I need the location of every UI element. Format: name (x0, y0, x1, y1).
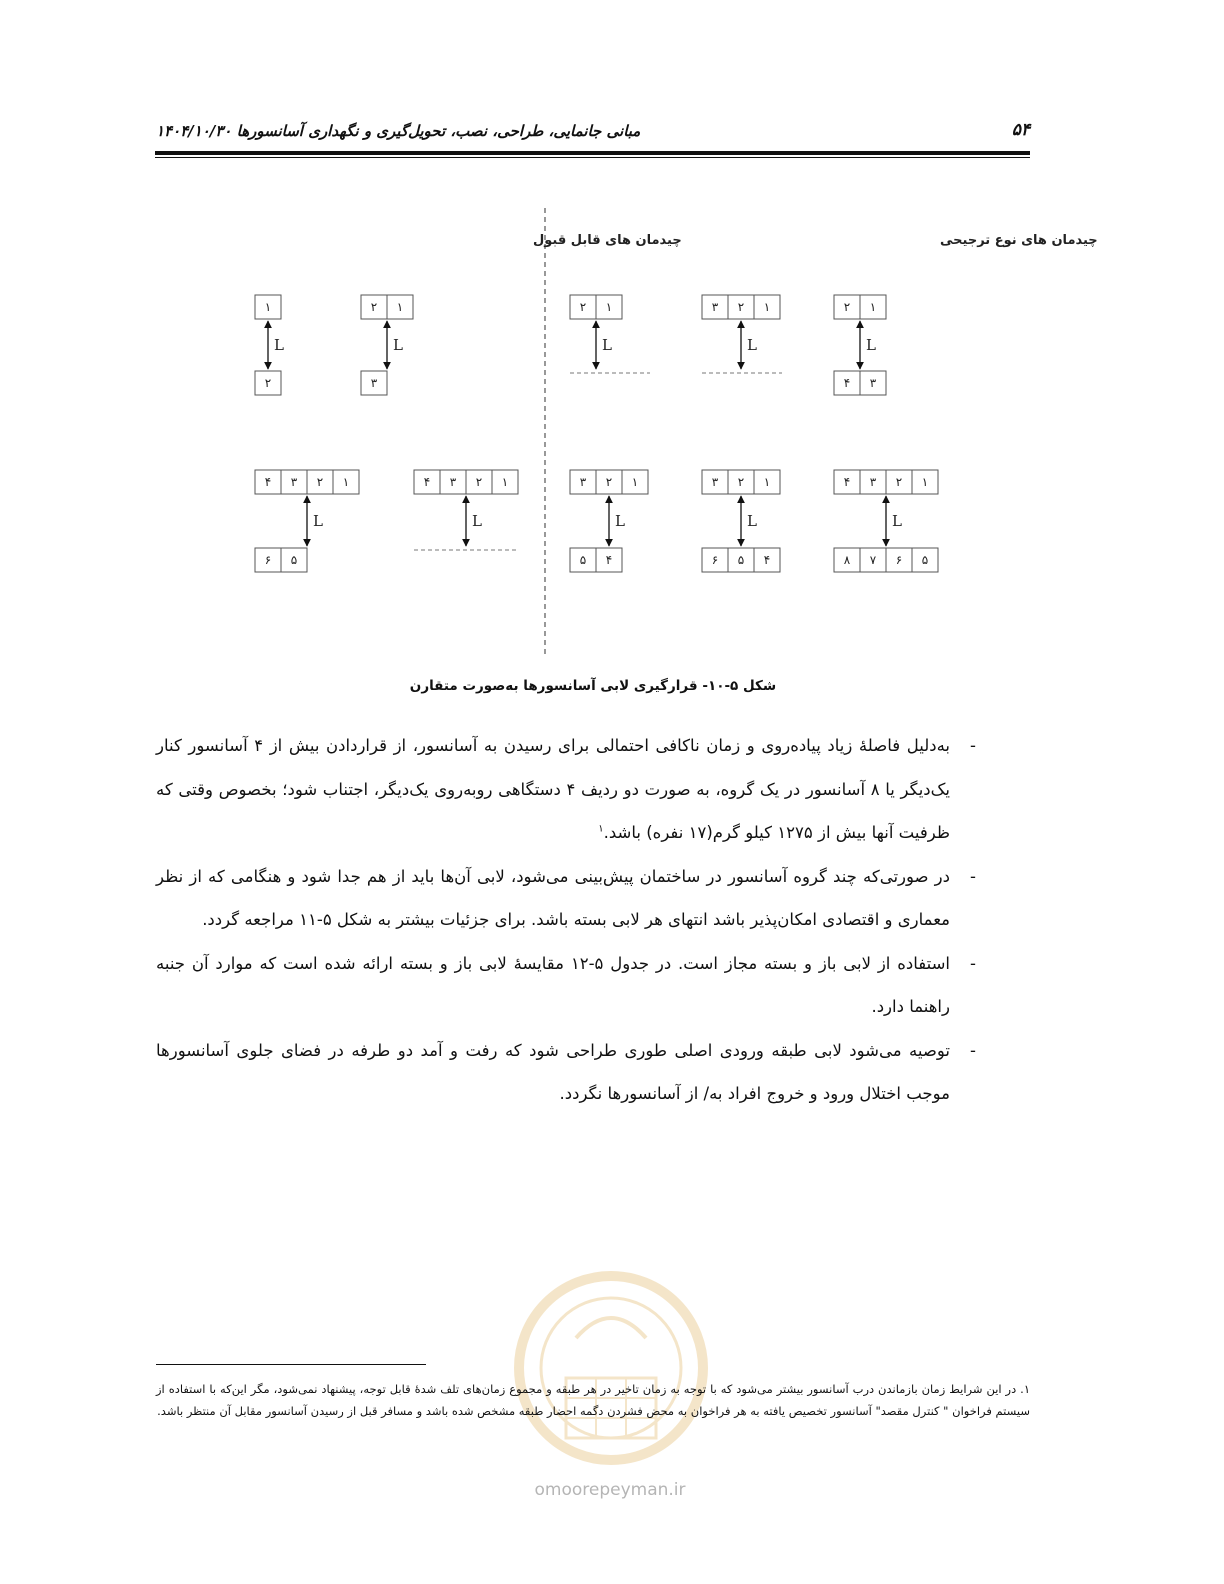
car-number: ۵ (921, 553, 929, 567)
car-number: ۲ (737, 475, 745, 489)
car-number: ۵ (579, 553, 587, 567)
car-number: ۲ (475, 475, 483, 489)
car-number: ۴ (423, 475, 431, 489)
bullet-dash: - (970, 953, 976, 973)
car-number: ۳ (711, 475, 719, 489)
preferred-layouts-heading: چیدمان های نوع ترجیحی (940, 233, 1098, 248)
lobby-diagram (834, 470, 938, 572)
lobby-diagram (361, 295, 413, 395)
car-number: ۶ (895, 553, 903, 567)
lobby-layout-figure (150, 200, 1098, 660)
car-number: ۱ (396, 300, 404, 314)
car-number: ۶ (711, 553, 719, 567)
lobby-diagram (702, 470, 780, 572)
car-number: ۵ (290, 553, 298, 567)
car-number: ۳ (869, 376, 877, 390)
lobby-diagram (834, 295, 886, 395)
bullet-item (156, 942, 976, 1029)
bullet-item (156, 855, 976, 942)
lobby-label: L (274, 336, 284, 354)
lobby-label: L (313, 512, 323, 530)
lobby-diagram (255, 295, 284, 395)
car-number: ۲ (264, 376, 272, 390)
car-number: ۲ (370, 300, 378, 314)
header-title: مبانی جانمایی، طراحی، نصب، تحویل‌گیری و نگهداری آسانسورها ۱۴۰۴/۱۰/۳۰ (156, 122, 641, 140)
car-number: ۳ (370, 376, 378, 390)
lobby-diagram (255, 470, 359, 572)
lobby-diagram (570, 470, 648, 572)
car-number: ۱ (631, 475, 639, 489)
lobby-diagram (414, 470, 518, 550)
bullet-text: توصیه می‌شود لابی طبقه ورودی اصلی طوری طراحی شود که رفت و آمد دو طرفه در فضای جلوی آسانسورها موجب اختلال ورود و خروج افراد به/ از آسانسورها نگردد. (156, 1040, 950, 1103)
footnote-rule (156, 1364, 426, 1365)
footnote: ۱. در این شرایط زمان بازماندن درب آسانسور بیشتر می‌شود که با توجه به زمان تاخیر در هر طبقه و مجموع زمان‌های تلف شدهٔ قابل توجه، پیشنهاد نمی‌شود، مگر این‌که با استفاده از سیستم فراخوان " کنترل مقصد" آسانسور تخصیص یافته به هر فراخوان به محض فشردن دگمه احضار طبقه مشخص شده باشد و مسافر قبل از رسیدن آسانسور مقابل آن منتظر باشد. (156, 1382, 1030, 1418)
car-number: ۲ (579, 300, 587, 314)
lobby-label: L (866, 336, 876, 354)
bullet-dash: - (970, 866, 976, 886)
car-number: ۴ (264, 475, 272, 489)
bullet-item (156, 724, 976, 855)
lobby-label: L (892, 512, 902, 530)
bullet-text: به‌دلیل فاصلهٔ زیاد پیاده‌روی و زمان ناکافی احتمالی برای رسیدن به آسانسور، از قراردادن بیش از ۴ آسانسور کنار یک‌دیگر یا ۸ آسانسور در یک گروه، به صورت دو ردیف ۴ دستگاهی روبه‌روی یک‌دیگر، اجتناب شود؛ بخصوص وقتی که ظرفیت آنها بیش از ۱۲۷۵ کیلو گرم(۱۷ نفره) باشد. (156, 736, 951, 842)
layout-diagrams (255, 295, 938, 572)
car-number: ۴ (605, 553, 613, 567)
car-number: ۶ (264, 553, 272, 567)
lobby-label: L (747, 336, 757, 354)
bullet-dash: - (970, 736, 976, 755)
car-number: ۷ (869, 553, 877, 567)
car-number: ۲ (895, 475, 903, 489)
car-number: ۱ (264, 300, 272, 314)
car-number: ۲ (843, 300, 851, 314)
car-number: ۳ (711, 300, 719, 314)
car-number: ۴ (763, 553, 771, 567)
car-number: ۱ (921, 475, 929, 489)
car-number: ۳ (449, 475, 457, 489)
body-text (156, 724, 976, 1116)
car-number: ۱ (763, 300, 771, 314)
car-number: ۲ (737, 300, 745, 314)
lobby-label: L (615, 512, 625, 530)
bullet-text: در صورتی‌که چند گروه آسانسور در ساختمان پیش‌بینی می‌شود، لابی آن‌ها باید از هم جدا شود و هنگامی که از نظر معماری و اقتصادی امکان‌پذیر باشد انتهای هر لابی بسته باشد. برای جزئیات بیشتر به شکل ۵-۱۱ مراجعه گردد. (156, 866, 950, 929)
car-number: ۲ (316, 475, 324, 489)
bullet-item (156, 1029, 976, 1116)
car-number: ۱ (342, 475, 350, 489)
car-number: ۱ (869, 300, 877, 314)
car-number: ۸ (843, 553, 851, 567)
footnote-marker: ۱ (598, 823, 604, 835)
lobby-label: L (747, 512, 757, 530)
header-rule-thick (155, 151, 1030, 155)
car-number: ۳ (290, 475, 298, 489)
car-number: ۴ (843, 475, 851, 489)
page-number: ۵۴ (1011, 120, 1030, 140)
bullet-text: استفاده از لابی باز و بسته مجاز است. در جدول ۵-۱۲ مقایسهٔ لابی باز و بسته ارائه شده است که موارد آن جنبه راهنما دارد. (156, 953, 950, 1016)
lobby-label: L (602, 336, 612, 354)
header-rule-thin (155, 157, 1030, 158)
watermark-text: omoorepeyman.ir (534, 1480, 686, 1500)
car-number: ۱ (763, 475, 771, 489)
car-number: ۳ (869, 475, 877, 489)
bullet-dash: - (970, 1040, 976, 1060)
lobby-label: L (472, 512, 482, 530)
car-number: ۵ (737, 553, 745, 567)
car-number: ۲ (605, 475, 613, 489)
lobby-label: L (393, 336, 403, 354)
acceptable-layouts-heading: چیدمان های قابل قبول (533, 233, 682, 248)
car-number: ۱ (605, 300, 613, 314)
lobby-diagram (570, 295, 650, 373)
lobby-diagram (702, 295, 782, 373)
car-number: ۱ (501, 475, 509, 489)
page-header (156, 120, 1030, 148)
car-number: ۳ (579, 475, 587, 489)
watermark-logo (506, 1268, 716, 1468)
car-number: ۴ (843, 376, 851, 390)
figure-caption: شکل ۵-۱۰- قرارگیری لابی آسانسورها به‌صورت متقارن (409, 678, 777, 694)
